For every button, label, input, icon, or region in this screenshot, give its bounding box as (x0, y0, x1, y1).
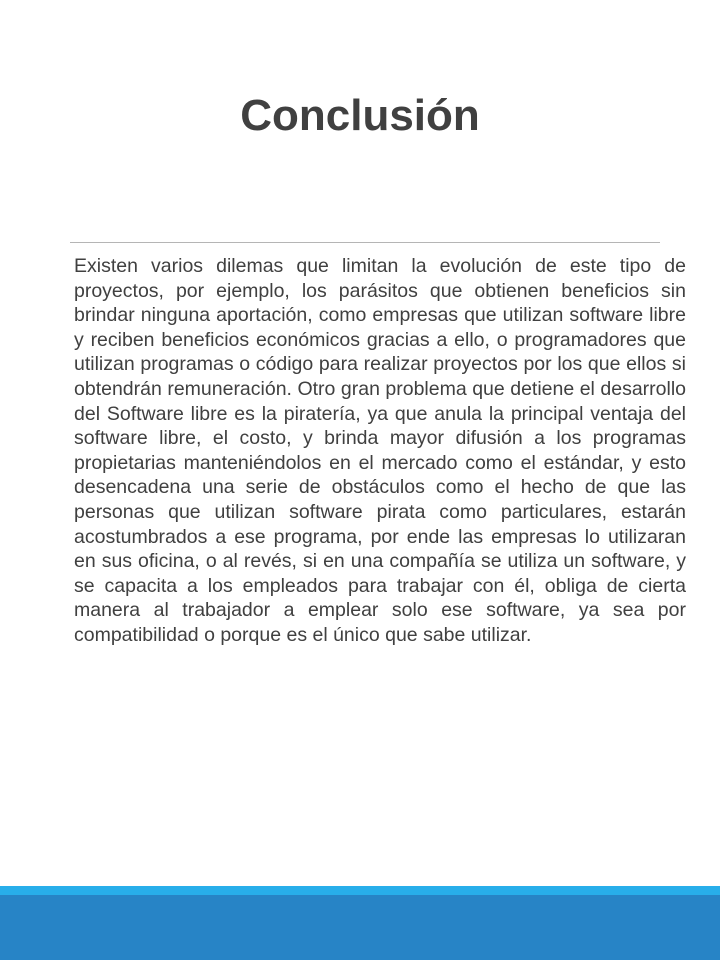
footer-band (0, 895, 720, 960)
slide-title: Conclusión (240, 91, 480, 140)
footer-accent-stripe (0, 886, 720, 895)
slide-body-text: Existen varios dilemas que limitan la evolución de este tipo de proyectos, por ejemplo, los parásitos que obtienen beneficios sin brindar ninguna aportación, como empresas que utilizan software libre y reciben beneficios económicos gracias a ello, o programadores que utilizan programas o código para realizar proyectos por los que ellos si obtendrán remuneración. Otro gran problema que detiene el desarrollo del Software libre es la piratería, ya que anula la principal ventaja del software libre, el costo, y brinda mayor difusión a los programas propietarias manteniéndolos en el mercado como el estándar, y esto desencadena una serie de obstáculos como el hecho de que las personas que utilizan software pirata como particulares, estarán acostumbrados a ese programa, por ende las empresas lo utilizaran en sus oficina, o al revés, si en una compañía se utiliza un software, y se capacita a los empleados para trabajar con él, obliga de cierta manera al trabajador a emplear solo ese software, ya sea por compatibilidad o porque es el único que sabe utilizar. (74, 255, 686, 646)
title-divider (70, 242, 660, 243)
